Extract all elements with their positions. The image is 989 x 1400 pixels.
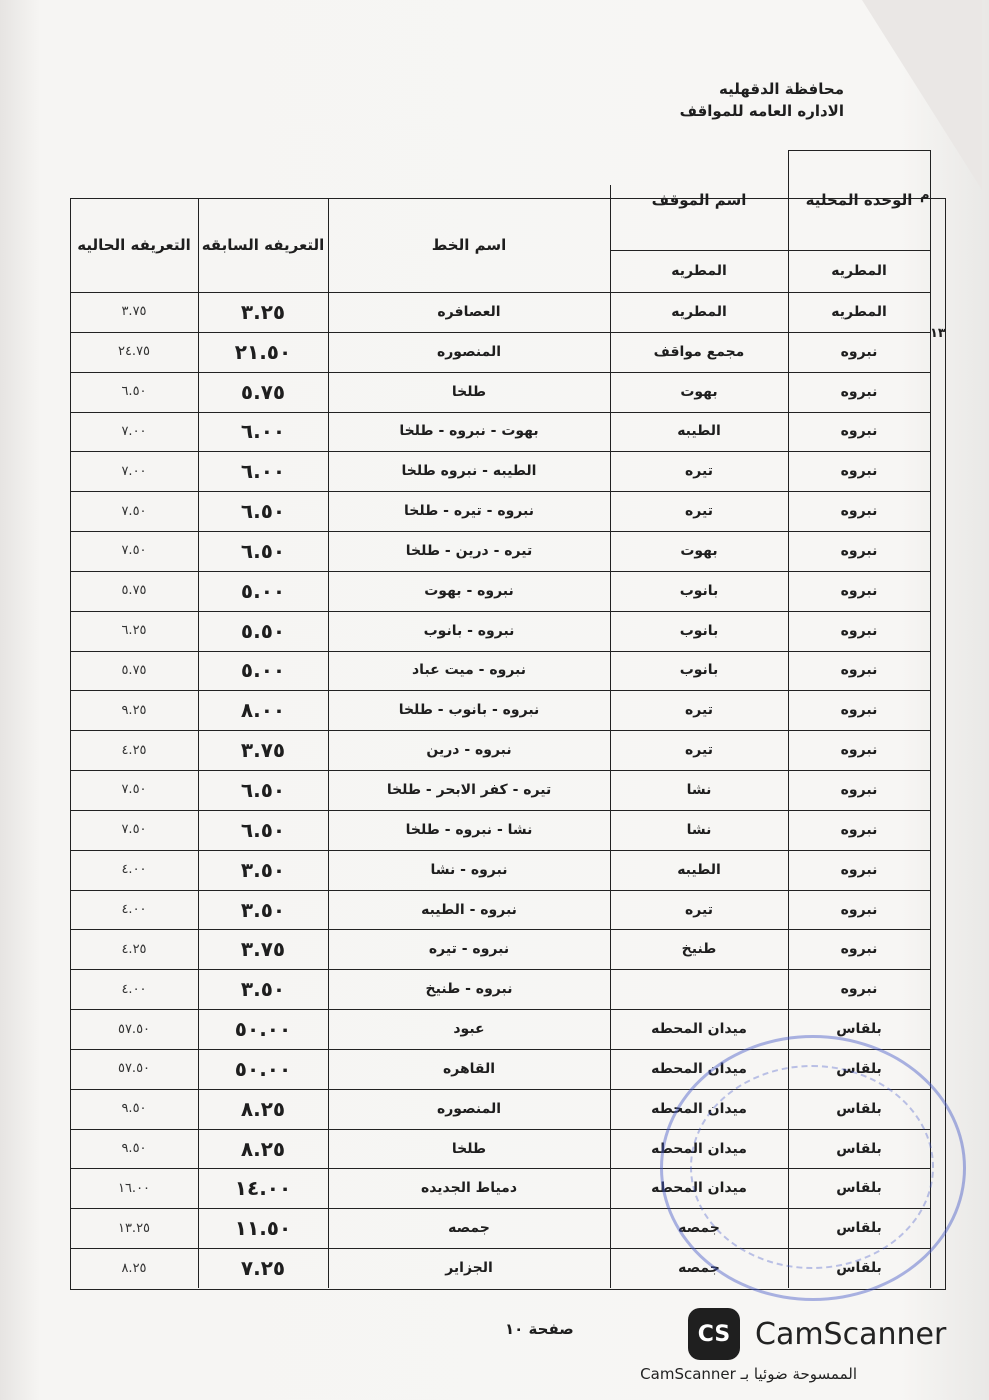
column-header-line: اسم الخط [431,236,507,254]
table-cell-unit: بلقاس [836,1180,882,1197]
top-row-unit: المطريه [831,263,887,279]
table-cell-prev: ٦.٥٠ [240,499,286,524]
table-cell-prev: ٢١.٥٠ [234,339,292,364]
table-cell-unit: نبروه [840,981,878,998]
table-cell-station: بانوب [679,622,719,639]
table-cell-station: جمصه [678,1220,720,1237]
table-cell-unit: نبروه [840,861,878,878]
table-cell-prev: ٦.٥٠ [240,817,286,842]
table-cell-prev: ٨.٢٥ [240,1096,286,1121]
table-cell-curr: ٥.٧٥ [121,583,147,599]
table-cell-unit: نبروه [840,542,878,559]
table-cell-prev: ٥.٠٠ [240,578,286,603]
table-cell-unit: نبروه [840,463,878,480]
table-cell-unit: نبروه [840,821,878,838]
table-cell-line: القاهره [442,1060,496,1077]
table-cell-station: بانوب [679,582,719,599]
table-cell-curr: ٨.٢٥ [121,1260,147,1276]
table-cell-unit: المطريه [831,303,887,320]
table-cell-line: دمياط الجديده [420,1180,518,1197]
table-cell-line: طلخا [451,1140,487,1157]
table-cell-line: نشا - نبروه - طلخا [405,821,533,838]
table-cell-unit: بلقاس [836,1021,882,1038]
table-cell-station: ميدان المحطه [651,1100,747,1117]
table-cell-curr: ٤.٠٠ [121,902,147,917]
table-cell-station: نشا [686,781,712,798]
table-cell-prev: ٣.٧٥ [240,937,286,962]
table-cell-line: الطيبه - نبروه طلخا [401,463,537,480]
table-cell-prev: ٦.٠٠ [240,459,286,484]
table-cell-station: ميدان المحطه [651,1060,747,1077]
table-cell-prev: ٣.٥٠ [240,857,286,882]
table-cell-line: نبروه - طنيخ [425,981,513,998]
table-cell-station: تيره [685,702,713,719]
table-cell-station: جمصه [678,1260,720,1277]
table-cell-curr: ٧.٥٠ [121,543,147,559]
table-cell-curr: ٧.٥٠ [121,822,147,838]
table-cell-prev: ٦.٥٠ [240,538,286,563]
table-cell-curr: ٩.٢٥ [121,702,147,718]
table-cell-line: تيره - درين - طلخا [405,542,533,559]
camscanner-tagline: الممسوحة ضوئيا بـ CamScanner [640,1365,857,1383]
table-cell-station: نشا [686,821,712,838]
table-cell-unit: بلقاس [836,1220,882,1237]
table-cell-unit: نبروه [840,503,878,520]
table-cell-line: نبروه - بانوب [423,622,515,639]
table-cell-curr: ٧.٥٠ [121,503,147,519]
table-cell-prev: ٣.٢٥ [240,299,286,324]
table-cell-curr: ٣.٧٥ [121,304,147,320]
table-cell-unit: بلقاس [836,1260,882,1277]
table-cell-line: نبروه - بانوب - طلخا [398,702,540,719]
table-cell-unit: نبروه [840,742,878,759]
table-cell-unit: نبروه [840,582,878,599]
table-cell-curr: ٧.٥٠ [121,782,147,798]
table-cell-station: بهوت [680,383,718,400]
table-cell-line: تيره - كفر الابحر - طلخا [386,781,552,798]
department-title: الاداره العامه للمواقف [679,102,844,120]
table-cell-unit: بلقاس [836,1140,882,1157]
table-cell-line: نبروه - نشا [430,861,508,878]
table-cell-prev: ٣.٥٠ [240,897,286,922]
table-cell-prev: ٥٠.٠٠ [234,1017,292,1042]
table-cell-unit: نبروه [840,781,878,798]
table-cell-line: عبود [453,1021,485,1038]
table-cell-prev: ١١.٥٠ [234,1216,292,1241]
table-cell-prev: ٥.٠٠ [240,658,286,683]
camscanner-brand: CamScanner [755,1317,947,1352]
table-cell-prev: ٦.٠٠ [240,419,286,444]
table-cell-line: طلخا [451,383,487,400]
table-cell-prev: ٧.٢٥ [240,1256,286,1281]
table-cell-station: مجمع مواقف [653,343,745,360]
table-cell-station: المطريه [671,303,727,320]
table-cell-curr: ٤.٢٥ [121,742,147,758]
table-cell-station: ميدان المحطه [651,1021,747,1038]
column-header-unit: الوحده المحليه [805,191,913,209]
table-cell-line: المنصوره [436,343,502,360]
table-cell-line: المنصوره [436,1100,502,1117]
row-divider [610,250,930,251]
table-cell-curr: ٩.٥٠ [121,1141,147,1157]
table-cell-curr: ٤.٠٠ [121,981,147,997]
table-cell-curr: ٧.٠٠ [121,423,147,439]
table-cell-prev: ٥.٧٥ [240,379,286,404]
table-cell-station: ميدان المحطه [651,1180,747,1197]
table-cell-curr: ٥.٧٥ [121,662,147,678]
table-cell-curr: ٢٤.٧٥ [117,344,151,360]
row-divider [788,150,930,151]
table-cell-prev: ٦.٥٠ [240,777,286,802]
table-cell-unit: نبروه [840,343,878,360]
table-cell-curr: ٧.٠٠ [121,463,147,479]
official-stamp-inner [690,1065,934,1269]
table-cell-curr: ١٦.٠٠ [117,1180,151,1196]
table-cell-line: نبروه - درين [426,742,512,759]
table-cell-station: تيره [685,503,713,520]
table-cell-curr: ٤.٠٠ [121,862,147,878]
table-cell-unit: نبروه [840,622,878,639]
table-cell-curr: ٥٧.٥٠ [117,1021,151,1037]
table-cell-unit: نبروه [840,383,878,400]
table-cell-station: تيره [685,901,713,918]
table-cell-line: بهوت - نبروه - طلخا [399,423,539,440]
table-cell-unit: بلقاس [836,1100,882,1117]
table-cell-unit: نبروه [840,941,878,958]
table-cell-prev: ٥.٥٠ [240,618,286,643]
table-cell-station: بانوب [679,662,719,679]
top-row-station: المطريه [671,263,727,279]
governorate-title: محافظة الدقهليه [719,80,844,98]
table-cell-station: تيره [685,742,713,759]
table-cell-prev: ٨.٠٠ [240,698,286,723]
table-cell-station: تيره [685,463,713,480]
document-header [680,78,844,122]
table-cell-curr: ٩.٥٠ [121,1101,147,1117]
table-cell-station: طنيخ [681,941,717,958]
row-number: ١٣ [930,326,946,341]
table-cell-station: بهوت [680,542,718,559]
table-cell-prev: ٣.٧٥ [240,738,286,763]
table-cell-line: نبروه - الطيبه [421,901,517,918]
table-cell-unit: بلقاس [836,1060,882,1077]
table-cell-prev: ١٤.٠٠ [234,1176,292,1201]
camscanner-logo-icon: CS [688,1308,740,1360]
table-cell-station: الطيبه [677,423,721,440]
table-cell-line: العصافره [437,303,501,320]
column-header-current: التعريفه الحاليه [77,236,191,254]
table-cell-curr: ٦.٥٠ [121,384,147,400]
table-cell-line: الجزاير [445,1260,493,1277]
table-cell-curr: ٥٧.٥٠ [117,1061,151,1077]
table-cell-line: نبروه - تيره - طلخا [404,503,534,520]
table-cell-station: الطيبه [677,861,721,878]
table-cell-unit: نبروه [840,702,878,719]
table-cell-station: ميدان المحطه [651,1140,747,1157]
table-cell-line: نبروه - بهوت [424,582,514,599]
table-cell-line: نبروه - تيره [428,941,510,958]
table-cell-line: نبروه - ميت عباد [412,662,527,679]
table-cell-prev: ٥٠.٠٠ [234,1056,292,1081]
table-cell-unit: نبروه [840,901,878,918]
table-cell-prev: ٣.٥٠ [240,977,286,1002]
page-number: صفحة ١٠ [505,1320,574,1338]
table-cell-station [610,969,788,1009]
table-cell-curr: ٤.٢٥ [121,941,147,957]
table-cell-prev: ٨.٢٥ [240,1136,286,1161]
column-header-station: اسم الموقف [651,191,747,209]
table-cell-line: جمصه [448,1220,490,1237]
table-cell-unit: نبروه [840,423,878,440]
table-cell-curr: ٦.٢٥ [121,623,147,639]
column-header-m: م [920,188,930,203]
table-cell-unit: نبروه [840,662,878,679]
table-cell-curr: ١٣.٢٥ [117,1220,151,1236]
column-header-previous: التعريفه السابقه [201,236,325,254]
